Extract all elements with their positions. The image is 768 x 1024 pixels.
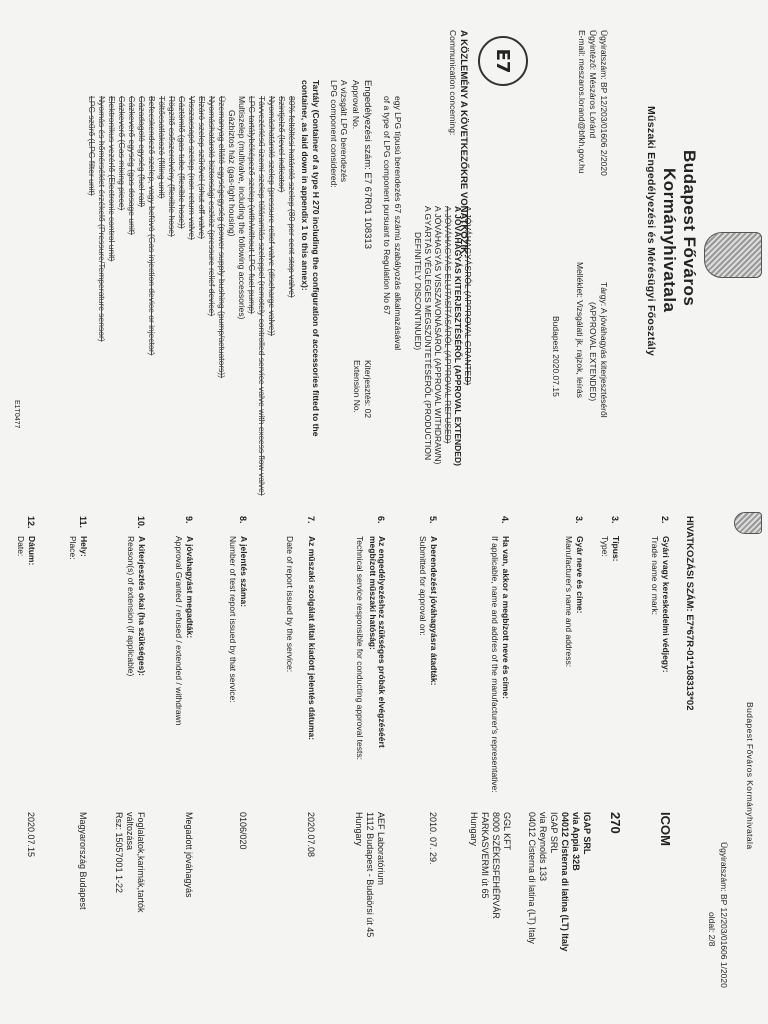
item-approval-withdrawn: A JÓVÁHAGYÁS VISSZAVONÁSÁRÓL (APPROVAL WITHDRAWN)	[433, 206, 443, 465]
communication-heading-en: Communication concerning:	[448, 30, 458, 136]
regulation-en: of a type of LPG component pursuant to Regulation No 67	[382, 96, 392, 315]
row-value: 1112 Budapest - Budaörsi út 45	[365, 812, 375, 938]
row-number: 4.	[500, 516, 510, 524]
item-approval-extended: A JÓVÁHAGYÁS KITERJESZTÉSÉRŐL (APPROVAL EXTENDED)	[453, 206, 463, 466]
case-officer: Ügyintéző: Mészáros Lóránd	[588, 30, 598, 139]
row-value: 04012 Cisterna di latina (LT) Italy	[527, 812, 537, 944]
row-label-en: If applicable, name and addres of the manufacturer's representative:	[490, 536, 500, 793]
row-label: A jóváhagyást megadták:	[185, 536, 195, 639]
row-label: Gyár neve és címe:	[575, 536, 585, 614]
row-label-en: Approval Granted / refused / extended / withdrawn	[174, 536, 184, 726]
extension-number-en: Extension No.	[352, 360, 362, 413]
list-item: Gáztömlő (gas-tube (flexible hose))	[177, 96, 187, 229]
row-number: 9.	[184, 516, 194, 524]
item-production-discontinued-2: DEFINITELY DISCONTINUED)	[413, 232, 423, 351]
department-name: Műszaki Engedélyezési és Mérésügyi Főosztály	[645, 106, 657, 357]
row-label-en: Trade name or mark:	[650, 536, 660, 616]
row-value: GGL KFT	[502, 812, 512, 851]
list-item: Távvezérlésű üzemi szelep túláramlás szeleppel (remotely controlled service valve with excess flow valve)	[257, 96, 267, 496]
row-value: 8000 SZÉKESFEHÉRVÁR	[491, 812, 501, 919]
item-approval-granted: A JÓVÁHAGYÁSRÓL (APPROVAL GRANTED)	[463, 206, 473, 386]
row-value: változása	[125, 812, 135, 851]
list-item: Gázbiztos ház (gas-tight housing)	[227, 110, 237, 237]
list-item: 80% feltöltési határoló szelep (80 per cent stop valve)	[287, 96, 297, 298]
row-label: Dátum:	[27, 536, 37, 566]
extension-number: Kiterjesztés: 02	[363, 360, 373, 419]
row-value: 2010. 07. 29.	[428, 812, 438, 865]
row-number: 10.	[136, 516, 146, 529]
row-value: AEF Laboratórium	[376, 812, 386, 886]
coat-of-arms-icon	[734, 512, 762, 534]
list-item: Gázkeverő egység (gas dosage unit)	[127, 96, 137, 235]
row-value: 2020.07.15	[26, 812, 36, 858]
list-item: LPG tartálybéképező szelep (with/without LPG fuel pump)	[247, 96, 257, 314]
row-label: Az műszaki szolgálat által kiadott jelentés dátuma:	[307, 536, 317, 741]
row-number: 3.	[574, 516, 584, 524]
row-label: Hely:	[79, 536, 89, 557]
row-number: 12.	[26, 516, 36, 529]
row-value: via Appia 32B	[571, 812, 581, 871]
row-label: A berendezést jóváhagyásra átadták:	[429, 536, 439, 686]
page-2	[0, 512, 768, 1024]
list-item: Befecskendező szelep, vagy befúvó (Gas injection device or injector)	[147, 96, 157, 356]
item-production-discontinued: A GYÁRTÁS VÉGLEGES MEGSZÜNTETÉSÉRŐL (PRODUCTION	[423, 206, 433, 461]
row-label: A kiterjesztés okai (ha szükséges):	[137, 536, 147, 676]
reference-number: HIVATKOZÁSI SZÁM: E7*67R-01*108313*02	[684, 516, 695, 711]
row-label-en: Number of test report issued by that service:	[228, 536, 238, 703]
list-item: Nyomáshatároló biztonsági eszköz (pressure relief device)	[207, 96, 217, 317]
list-item: Üzemanyag ellátó egységegység (power supply bushing (pump/actuators))	[217, 96, 227, 379]
list-item: Szintjelző (level indicator)	[277, 96, 287, 193]
row-number: 2.	[660, 516, 670, 524]
row-label: Az engedélyezéshez szükséges próbák elvégzéséért megbízott műszaki hatóság:	[367, 536, 387, 748]
row-value: Magyarország Budapest	[78, 812, 88, 910]
row-label-en: Manufacturer's name and address:	[564, 536, 574, 668]
file-number: Ügyiratszám: BP 12/203/01606 1/2020	[719, 842, 729, 988]
row-value: 270	[608, 812, 623, 834]
row-label-en: Reason(s) of extension (if applicable)	[126, 536, 136, 677]
issuer-name: Budapest Főváros	[680, 150, 699, 307]
row-label-en: Date of report issued by the service:	[285, 536, 295, 673]
page-header-org: Budapest Főváros Kormányhivatala	[745, 702, 755, 850]
row-label: Gyári vagy kereskedelmi védjegy:	[661, 536, 671, 673]
container-line: Tartály (Container of a type H 270 including the configuration of accessories fitted to the	[311, 80, 321, 437]
row-label-en: Type:	[600, 536, 610, 557]
footer-code: E1T0477	[13, 400, 20, 429]
list-item: LPG szűrő (LPG filter unit)	[87, 96, 97, 196]
list-item: Gázkeverő (Gas mixing piece)	[117, 96, 127, 211]
list-item: Elzáró szelep szűrővel (shut off valve)	[197, 96, 207, 239]
approval-number: Engedélyezési szám: E7 67R01 108313	[362, 80, 373, 250]
item-approval-refused: A JÓVÁHAGYÁS ELUTASÍTÁSÁRÓL (APPROVAL REFUSED)	[443, 206, 453, 444]
email: E-mail: meszaros.lorand@bfkh.gov.hu	[577, 30, 587, 174]
row-value: Rsz: 15057001 1-22	[114, 812, 124, 894]
row-value: IGAP SRL	[582, 812, 592, 855]
row-number: 7.	[306, 516, 316, 524]
row-number: 8.	[238, 516, 248, 524]
list-item: Nyomás és hőmérséklet érzékelő (Pressure/Temperature sensor)	[97, 96, 107, 342]
page-number: oldal: 2/8	[707, 912, 717, 947]
communication-heading: A KÖZLEMÉNY A KÖVETKEZŐKRE VONATKOZIK:	[458, 30, 469, 258]
row-value: via Reynolds 133	[538, 812, 548, 882]
row-number: 11.	[78, 516, 88, 529]
list-item: Töltőcsatlakozó (filling unit)	[157, 96, 167, 199]
row-number: 6.	[376, 516, 386, 524]
attachment: Melléklet: Vizsgálati jk. rajzok, leírás	[575, 262, 585, 398]
row-value: 2020.07.08	[306, 812, 316, 858]
row-label: Ha van, akkor a megbízott neve és címe:	[501, 536, 511, 699]
list-item: Rögzítő csőszerelvény (flexible hose)	[167, 96, 177, 237]
row-number: 3.	[610, 516, 620, 524]
list-item: Visszacsapó szelep (non-return valve)	[187, 96, 197, 240]
approval-number-en: Approval No.	[351, 80, 361, 130]
row-value: IGAP SRL	[549, 812, 559, 854]
subject: Tárgy: A jóváhagyás kiterjesztéséről	[599, 282, 609, 418]
row-value: Hungary	[469, 812, 479, 847]
list-item: Multiszelep (multivalve, including the following accessories)	[237, 96, 247, 320]
row-value: 0106/020	[238, 812, 248, 850]
lpg-considered: A vizsgált LPG berendezés	[339, 80, 349, 183]
e7-mark-icon: E7	[478, 36, 528, 86]
issuer-office: Kormányhivatala	[660, 168, 679, 313]
row-value: Hungary	[354, 812, 364, 847]
row-label-en: Submitted for approval on:	[418, 536, 428, 636]
subject-en: (APPROVAL EXTENDED)	[588, 302, 598, 402]
row-label-en: Place:	[68, 536, 78, 560]
container-line-2: container, as laid down in appendix 1 to this annex):	[300, 80, 310, 291]
list-item: Gázadagoló egység (fuel rail)	[137, 96, 147, 208]
row-label-en: Technical service responsible for conducting approval tests:	[355, 536, 365, 760]
list-item: Elektronikus vezérlő (Electronic control unit)	[107, 96, 117, 262]
regulation-hu: egy LPG típusú berendezés 67 számú szabályozás alkalmazásával	[393, 96, 403, 351]
row-value: Megadott jóváhagyás	[184, 812, 194, 898]
row-number: 5.	[428, 516, 438, 524]
row-label-en: Date:	[16, 536, 26, 557]
row-value: 04012 Cisterna di latina (LT) Italy	[560, 812, 570, 952]
row-label: A jelentés száma:	[239, 536, 249, 608]
row-value: Foglalatok,karimák,tartók	[136, 812, 146, 913]
file-number: Ügyiratszám: BP 12/203/01606 2/2020	[599, 30, 609, 176]
lpg-considered-en: LPG component considered:	[329, 80, 339, 188]
row-label: Típus:	[611, 536, 621, 562]
row-value: FARKASVERMI út 65	[480, 812, 490, 899]
issue-date: Budapest 2020.07.15	[551, 316, 561, 397]
coat-of-arms-icon	[704, 232, 762, 278]
list-item: Nyomáshatároló szelep (pressure relief valve (discharge valve))	[267, 96, 277, 336]
row-value: ICOM	[658, 812, 673, 846]
